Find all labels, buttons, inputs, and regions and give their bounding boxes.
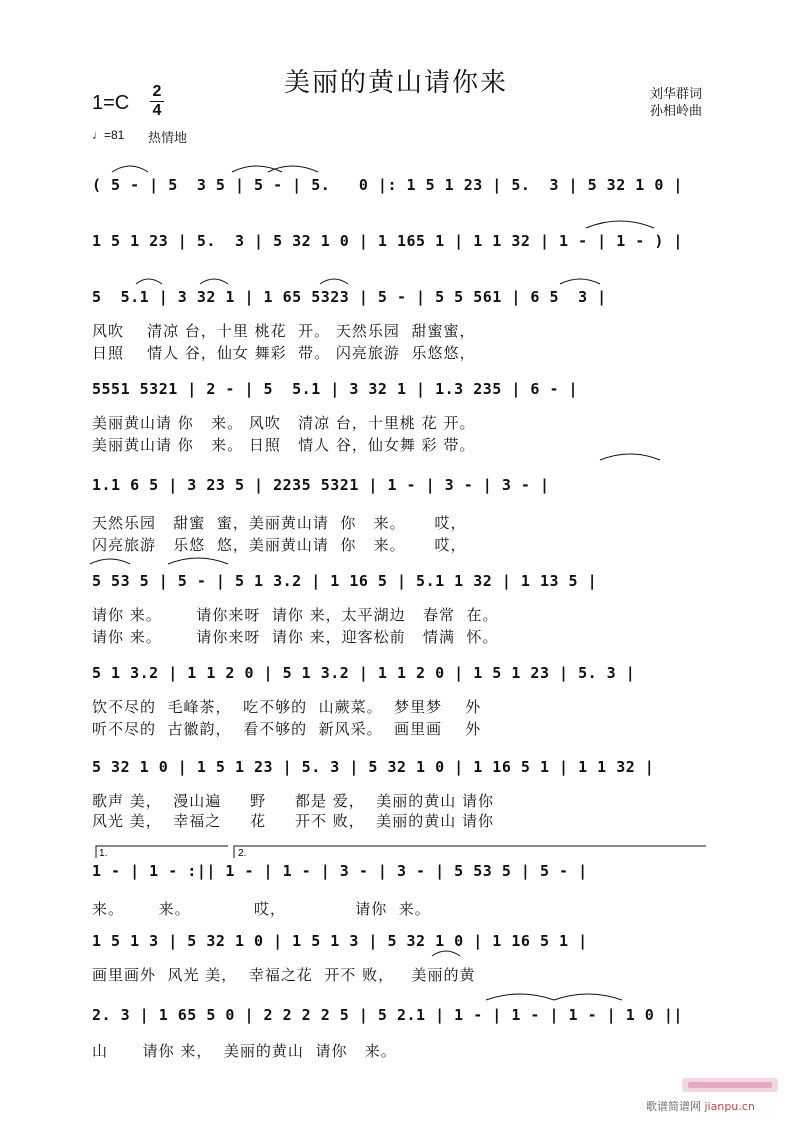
notation-row: 5 5.1 | 3 32 1 | 1 65 5323 | 5 - | 5 5 561 | 6 5 3 |	[92, 288, 607, 306]
lyric-line: 闪亮旅游 乐悠 悠，美丽黄山请 你 来。 哎，	[92, 536, 467, 554]
second-ending-label: 2.	[238, 848, 247, 859]
notation-row: 5 32 1 0 | 1 5 1 23 | 5. 3 | 5 32 1 0 | 1 16 5 1 | 1 1 32 |	[92, 758, 655, 776]
lyric-line: 山 请你 来， 美丽的黄山 请你 来。	[92, 1042, 397, 1060]
lyric-line: 画里画外 风光 美， 幸福之花 开不 败， 美丽的黄	[92, 966, 476, 984]
tempo-marking: ♩=81	[92, 128, 125, 142]
first-ending-bracket	[96, 846, 228, 858]
lyric-line: 听不尽的 古徽韵， 看不够的 新风采。 画里画 外	[92, 720, 482, 738]
notation-row: 2. 3 | 1 65 5 0 | 2 2 2 2 5 | 5 2.1 | 1 - | 1 - | 1 - | 1 0 ||	[92, 1006, 683, 1024]
second-ending-bracket	[234, 846, 706, 858]
lyric-line: 日照 情人 谷，仙女 舞彩 带。 闪亮旅游 乐悠悠，	[92, 344, 476, 362]
lyric-line: 天然乐园 甜蜜 蜜，美丽黄山请 你 来。 哎，	[92, 514, 467, 532]
time-signature-top: 2	[152, 83, 162, 100]
first-ending-label: 1.	[99, 848, 108, 859]
expression-marking: 热情地	[148, 131, 188, 146]
notation-row: 1 5 1 3 | 5 32 1 0 | 1 5 1 3 | 5 32 1 0 | 1 16 5 1 |	[92, 932, 588, 950]
notation-row: 5 53 5 | 5 - | 5 1 3.2 | 1 16 5 | 5.1 1 32 | 1 13 5 |	[92, 572, 598, 590]
lyric-line: 请你 来。 请你来呀 请你 来，迎客松前 情满 怀。	[92, 628, 499, 646]
site-name: 歌谱简谱网	[646, 1100, 701, 1113]
slur-marks	[90, 166, 660, 1000]
lyric-line: 美丽黄山请 你 来。 日照 情人 谷，仙女舞 彩 带。	[92, 436, 476, 454]
notation-row: 5551 5321 | 2 - | 5 5.1 | 3 32 1 | 1.3 235 | 6 - |	[92, 380, 579, 398]
song-title: 美丽的黄山请你来	[283, 68, 508, 98]
lyric-line: 请你 来。 请你来呀 请你 来，太平湖边 春常 在。	[92, 606, 499, 624]
notation-row: 1.1 6 5 | 3 23 5 | 2235 5321 | 1 - | 3 - | 3 - |	[92, 476, 550, 494]
notation-row: 1 - | 1 - :|| 1 - | 1 - | 3 - | 3 - | 5 53 5 | 5 - |	[92, 862, 588, 880]
notation-row: 5 1 3.2 | 1 1 2 0 | 5 1 3.2 | 1 1 2 0 | 1 5 1 23 | 5. 3 |	[92, 664, 636, 682]
site-url: jianpu.cn	[704, 1100, 755, 1113]
lyric-line: 歌声 美， 漫山遍 野 都是 爱， 美丽的黄山 请你	[92, 792, 495, 810]
lyric-line: 风光 美， 幸福之 花 开不 败， 美丽的黄山 请你	[92, 812, 495, 830]
composer: 孙相岭曲	[650, 104, 703, 119]
time-signature-bottom: 4	[152, 102, 162, 119]
key-signature: 1=C	[92, 92, 130, 114]
lyric-line: 风吹 清凉 台，十里 桃花 开。 天然乐园 甜蜜蜜，	[92, 322, 476, 340]
site-watermark	[646, 1098, 755, 1114]
notation-row: ( 5 - | 5 3 5 | 5 - | 5. 0 |: 1 5 1 23 | 5. 3 | 5 32 1 0 |	[92, 176, 683, 194]
site-logo	[682, 1076, 778, 1094]
lyricist: 刘华群词	[650, 87, 703, 102]
lyric-line: 来。 来。 哎， 请你 来。	[92, 900, 431, 918]
lyric-line: 美丽黄山请 你 来。 风吹 清凉 台，十里桃 花 开。	[92, 414, 476, 432]
lyric-line: 饮不尽的 毛峰茶， 吃不够的 山蕨菜。 梦里梦 外	[92, 698, 482, 716]
notation-row: 1 5 1 23 | 5. 3 | 5 32 1 0 | 1 165 1 | 1 1 32 | 1 - | 1 - ) |	[92, 232, 683, 250]
